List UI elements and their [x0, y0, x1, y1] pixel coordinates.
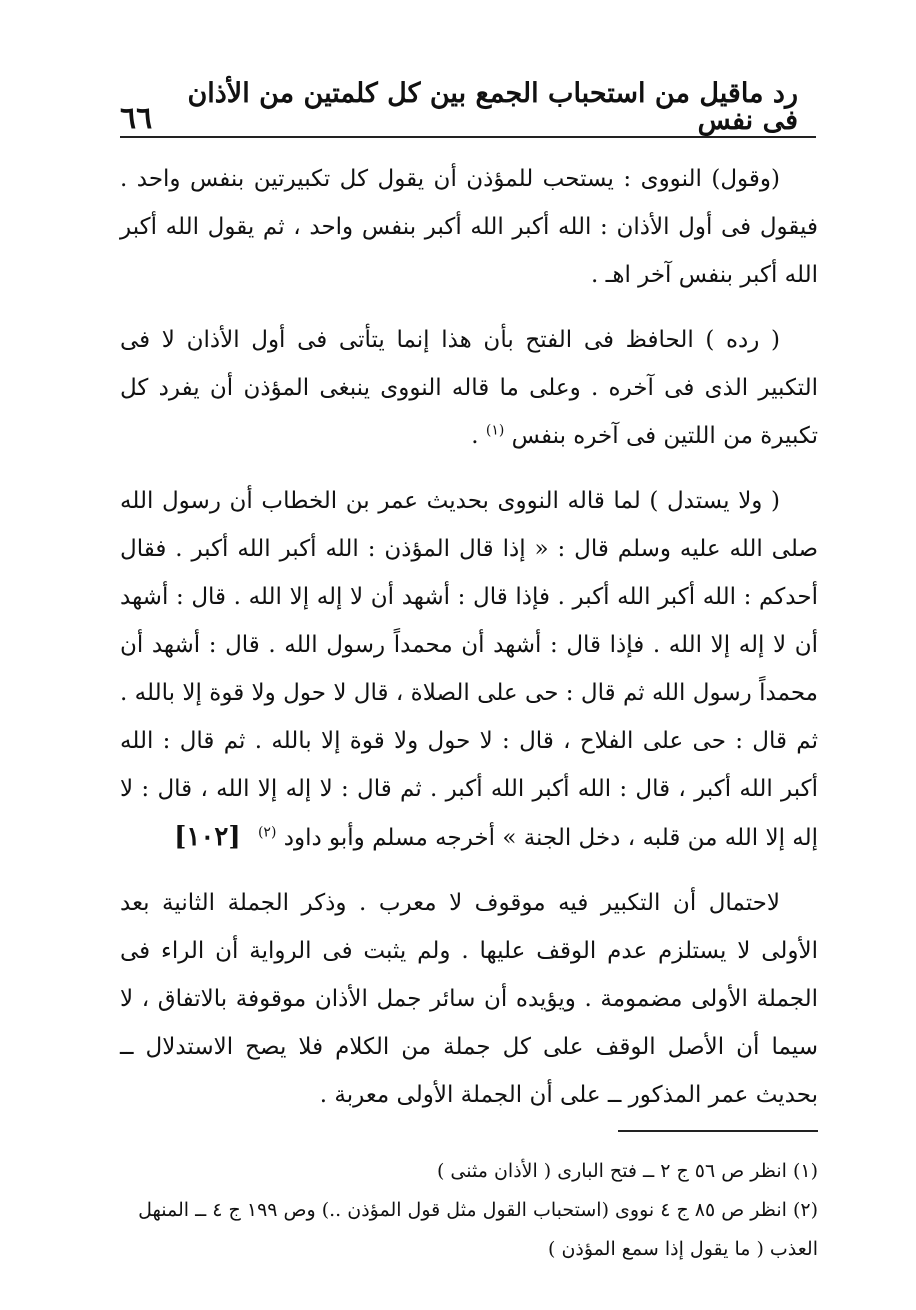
- page-number: ٦٦: [120, 101, 153, 136]
- header-rule: [120, 136, 816, 138]
- paragraph-hafiz-rebuttal: [120, 316, 818, 460]
- footnote-item: (٢) انظر ص ٨٥ ج ٤ نووى (استحباب القول مثل قول المؤذن ..) وص ١٩٩ ج ٤ ــ المنهل العذب ( ما يقول إذا سمع المؤذن ): [138, 1199, 818, 1260]
- main-text: [120, 155, 818, 1136]
- paragraph-text: ( ولا يستدل ) لما قاله النووى بحديث عمر بن الخطاب أن رسول الله صلى الله عليه وسلم قال : « إذا قال المؤذن : الله أكبر الله أكبر . فقال أحدكم : الله أكبر الله أكبر . فإذا قال : أشهد أن لا إله إلا الله . قال : أشهد أن لا إله إلا الله . فإذا قال : أشهد أن محمداً رسول الله . قال : أشهد أن محمداً رسول الله ثم قال : حى على الصلاة ، قال لا حول ولا قوة إلا بالله . ثم قال : حى على الفلاح ، قال : لا حول ولا قوة إلا بالله . ثم قال : الله أكبر الله أكبر ، قال : الله أكبر الله أكبر . ثم قال : لا إله إلا الله ، قال : لا إله إلا الله من قلبه ، دخل الجنة » أخرجه مسلم وأبو داود: [120, 488, 818, 851]
- paragraph-argument: [120, 879, 818, 1119]
- reference-number: [١٠٢]: [174, 822, 241, 852]
- paragraph-text: ( رده ) الحافظ فى الفتح بأن هذا إنما يتأتى فى أول الأذان لا فى التكبير الذى فى آخره . وعلى ما قاله النووى ينبغى المؤذن أن يفرد كل تكبيرة من اللتين فى آخره بنفس: [120, 327, 818, 449]
- paragraph-text: (وقول) النووى : يستحب للمؤذن أن يقول كل تكبيرتين بنفس واحد . فيقول فى أول الأذان : الله أكبر الله أكبر بنفس واحد ، ثم يقول الله أكبر الله أكبر بنفس آخر اهـ .: [120, 166, 818, 288]
- page-header: [120, 78, 816, 134]
- running-title: رد ماقيل من استحباب الجمع بين كل كلمتين من الأذان فى نفس: [187, 78, 798, 136]
- footnote-marker: (١): [485, 422, 505, 439]
- footnote-rule: [618, 1130, 818, 1132]
- paragraph-hadith: [120, 477, 818, 862]
- paragraph-end: .: [471, 423, 486, 449]
- paragraph-nawawi-statement: [120, 155, 818, 299]
- footnote-marker: (٢): [257, 824, 277, 841]
- footnote-item: (١) انظر ص ٥٦ ج ٢ ــ فتح البارى ( الأذان مثنى ): [436, 1160, 818, 1182]
- paragraph-text: لاحتمال أن التكبير فيه موقوف لا معرب . وذكر الجملة الثانية بعد الأولى لا يستلزم عدم الوقف عليها . ولم يثبت فى الرواية أن الراء فى الجملة الأولى مضمومة . ويؤيده أن سائر جمل الأذان موقوفة بالاتفاق ، لا سيما أن الأصل الوقف على كل جملة من الكلام فلا يصح الاستدلال ــ بحديث عمر المذكور ــ على أن الجملة الأولى معربة .: [120, 890, 818, 1108]
- footnotes: [120, 1152, 818, 1269]
